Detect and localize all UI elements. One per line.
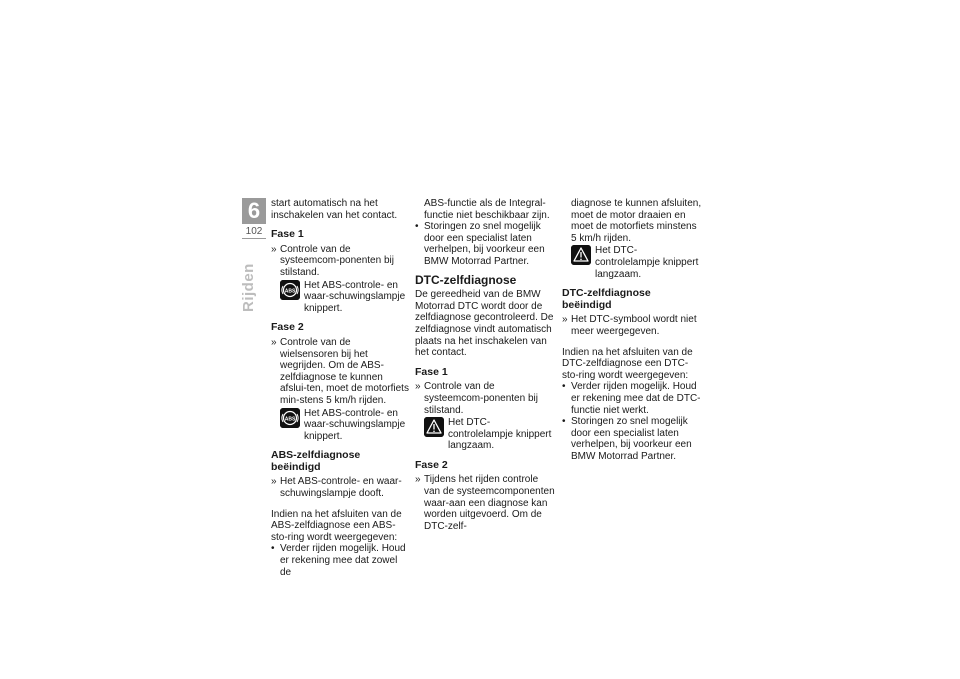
dtc-section-heading: DTC-zelfdiagnose <box>415 272 517 287</box>
step-marker: » <box>562 314 568 326</box>
abs-fail-bullet-1: • Verder rijden mogelijk. Houd er rekening mee dat zowel de <box>271 543 406 578</box>
dtc-done-heading: DTC-zelfdiagnose beëindigd <box>562 287 651 311</box>
abs-fase2-heading: Fase 2 <box>271 321 304 334</box>
abs-fail-bullet-1-cont: ABS-functie als de Integral-functie niet beschikbaar zijn. <box>424 198 550 221</box>
tab-divider <box>242 238 266 239</box>
step-marker: » <box>415 474 421 486</box>
column-1 <box>271 198 411 578</box>
dtc-warning-icon <box>424 417 444 437</box>
intro-text: start automatisch na het inschakelen van het contact. <box>271 198 398 221</box>
step-marker: » <box>271 243 277 255</box>
abs-done-heading: ABS-zelfdiagnose beëindigd <box>271 449 361 473</box>
step-marker: » <box>271 476 277 488</box>
abs-fase2-step: » Controle van de wielsensoren bij het wegrijden. Om de ABS-zelfdiagnose te kunnen afslui-ten, moet de motorfiets min-stens 5 km/h rijden. <box>271 336 409 406</box>
abs-done-step: » Het ABS-controle- en waar-schuwingslampje dooft. <box>271 476 402 500</box>
bullet-marker: • <box>415 221 419 233</box>
dtc-fase2-step-cont: diagnose te kunnen afsluiten, moet de motor draaien en moet de motorfiets minstens 5 km/h rijden. <box>571 198 702 244</box>
column-2 <box>415 198 555 532</box>
abs-fase1-step: » Controle van de systeemcom-ponenten bij stilstand. <box>271 243 394 278</box>
abs-fail-text: Indien na het afsluiten van de ABS-zelfdiagnose een ABS-sto-ring wordt weergegeven: <box>271 508 402 543</box>
abs-warning-icon <box>280 408 300 428</box>
dtc-fail-text: Indien na het afsluiten van de DTC-zelfdiagnose een DTC-sto-ring wordt weergegeven: <box>562 346 693 381</box>
dtc-done-step: » Het DTC-symbool wordt niet meer weergegeven. <box>562 314 697 337</box>
svg-text:ABS: ABS <box>284 416 296 422</box>
dtc-fase1-heading: Fase 1 <box>415 365 448 378</box>
abs-warning-icon <box>280 280 300 300</box>
abs-fase1-note: ABS Het ABS-controle- en waar-schuwingslampje knippert. <box>280 280 411 315</box>
chapter-number: 6 <box>242 198 266 224</box>
dtc-fase1-step: » Controle van de systeemcom-ponenten bij stilstand. <box>415 381 538 416</box>
abs-fase2-note: ABS Het ABS-controle- en waar-schuwingslampje knippert. <box>280 408 411 443</box>
dtc-intro: De gereedheid van de BMW Motorrad DTC wordt door de zelfdiagnose gecontroleerd. De zelfdiagnose vindt automatisch plaats na het inschakelen van het contact. <box>415 289 554 359</box>
chapter-title: Rijden <box>240 263 257 312</box>
bullet-marker: • <box>271 543 275 555</box>
dtc-fase1-note: Het DTC-controlelampje knippert langzaam. <box>424 417 555 452</box>
step-marker: » <box>415 381 421 393</box>
dtc-warning-icon <box>571 245 591 265</box>
dtc-fail-bullet-2: • Storingen zo snel mogelijk door een specialist laten verhelpen, bij voorkeur een BMW Motorrad Partner. <box>562 416 692 462</box>
page-number: 102 <box>245 226 263 237</box>
column-3 <box>562 198 702 462</box>
dtc-fail-bullet-1: • Verder rijden mogelijk. Houd er rekening mee dat de DTC-functie niet werkt. <box>562 381 701 416</box>
dtc-fase2-heading: Fase 2 <box>415 458 448 471</box>
bullet-marker: • <box>562 381 566 393</box>
abs-fail-bullet-2: • Storingen zo snel mogelijk door een specialist laten verhelpen, bij voorkeur een BMW Motorrad Partner. <box>415 221 545 267</box>
abs-fase1-heading: Fase 1 <box>271 228 304 241</box>
dtc-fase2-step: » Tijdens het rijden controle van de systeemcomponenten waar-aan een diagnose kan worden uitgevoerd. Om de DTC-zelf- <box>415 474 555 532</box>
bullet-marker: • <box>562 416 566 428</box>
step-marker: » <box>271 336 277 348</box>
dtc-fase2-note: Het DTC-controlelampje knippert langzaam. <box>571 245 702 280</box>
svg-text:ABS: ABS <box>284 288 296 295</box>
